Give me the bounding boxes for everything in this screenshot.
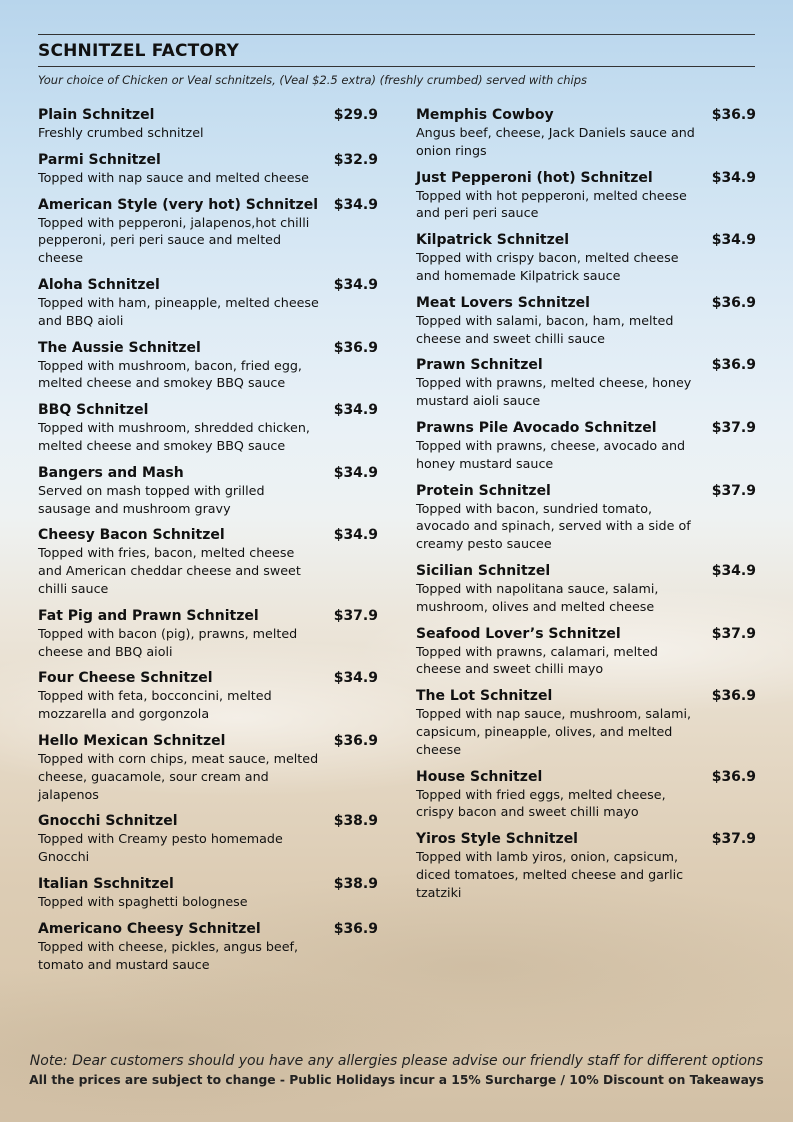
menu-item [38,812,378,866]
item-description: Topped with spaghetti bolognese [38,893,248,909]
menu-item [38,401,378,455]
menu-column-right [416,106,756,911]
item-name: Fat Pig and Prawn Schnitzel [38,607,259,624]
item-description: Topped with salami, bacon, ham, melted cheese and sweet chilli sauce [416,312,674,346]
item-description: Topped with prawns, calamari, melted cheese and sweet chilli mayo [416,643,658,677]
item-price: $37.9 [711,831,756,848]
menu-item [38,464,378,518]
menu-item [416,562,756,616]
item-name: The Aussie Schnitzel [38,339,201,356]
menu-item [416,106,756,160]
menu-item [416,169,756,223]
menu-item [416,625,756,679]
menu-item [38,669,378,723]
item-description: Topped with bacon (pig), prawns, melted cheese and BBQ aioli [38,625,298,659]
menu-item [38,875,378,911]
item-description: Angus beef, cheese, Jack Daniels sauce and onion rings [416,125,695,158]
item-description: Topped with fried eggs, melted cheese, crispy bacon and sweet chilli mayo [416,786,666,820]
item-price: $36.9 [333,732,378,749]
menu-item [416,231,756,285]
item-name: American Style (very hot) Schnitzel [38,196,318,213]
price-disclaimer: All the prices are subject to change - Public Holidays incur a 15% Surcharge / 10% Discount on Takeaways [29,1073,764,1087]
item-price: $36.9 [711,294,756,311]
item-description: Served on mash topped with grilled sausage and mushroom gravy [38,482,265,516]
item-price: $34.9 [333,527,378,544]
item-price: $36.9 [711,688,756,705]
item-description: Topped with nap sauce, mushroom, salami, capsicum, pineapple, olives, and melted cheese [416,706,692,757]
menu-item [416,768,756,822]
header-top-rule [38,34,755,35]
item-price: $38.9 [333,813,378,830]
item-name: Seafood Lover’s Schnitzel [416,625,621,642]
item-name: BBQ Schnitzel [38,402,149,419]
item-name: Bangers and Mash [38,464,184,481]
item-price: $37.9 [711,482,756,499]
menu-item [38,920,378,974]
menu-column-left [38,106,378,982]
item-name: Gnocchi Schnitzel [38,813,178,830]
item-description: Topped with corn chips, meat sauce, melted cheese, guacamole, sour cream and jalapenos [38,750,319,802]
item-price: $37.9 [711,419,756,436]
menu-item [38,151,378,187]
item-description: Topped with ham, pineapple, melted cheese and BBQ aioli [38,294,319,328]
item-name: Sicilian Schnitzel [416,562,551,579]
item-price: $36.9 [711,357,756,374]
item-name: The Lot Schnitzel [416,688,553,705]
item-price: $34.9 [333,402,378,419]
item-price: $34.9 [711,562,756,579]
item-price: $36.9 [711,768,756,785]
menu-item [416,830,756,901]
item-description: Topped with feta, bocconcini, melted mozzarella and gorgonzola [38,688,272,722]
menu-item [38,106,378,142]
item-name: Just Pepperoni (hot) Schnitzel [416,169,653,186]
item-description: Topped with napolitana sauce, salami, mushroom, olives and melted cheese [416,580,659,614]
item-price: $34.9 [333,276,378,293]
item-name: Four Cheese Schnitzel [38,670,213,687]
header-bottom-rule [38,66,755,67]
item-name: Meat Lovers Schnitzel [416,294,590,311]
item-price: $32.9 [333,151,378,168]
item-price: $37.9 [711,625,756,642]
item-name: Memphis Cowboy [416,107,554,123]
item-price: $36.9 [333,339,378,356]
item-price: $34.9 [711,232,756,249]
item-name: Kilpatrick Schnitzel [416,232,570,249]
item-name: Parmi Schnitzel [38,151,161,168]
item-price: $29.9 [333,107,378,123]
menu-item [38,526,378,597]
menu-item [416,482,756,553]
item-name: Cheesy Bacon Schnitzel [38,527,225,544]
item-description: Topped with nap sauce and melted cheese [38,169,309,185]
item-description: Topped with lamb yiros, onion, capsicum, diced tomatoes, melted cheese and garlic tzatziki [416,849,684,900]
item-price: $34.9 [711,169,756,186]
item-price: $36.9 [333,920,378,937]
menu-item [38,732,378,803]
item-price: $34.9 [333,670,378,687]
menu-item [38,607,378,661]
menu-item [416,356,756,410]
item-price: $38.9 [333,875,378,892]
item-name: Yiros Style Schnitzel [416,831,578,848]
item-name: Americano Cheesy Schnitzel [38,920,261,937]
item-price: $36.9 [711,107,756,123]
item-name: Italian Sschnitzel [38,875,174,892]
menu-item [38,196,378,267]
menu-item [416,294,756,348]
menu-item [416,419,756,473]
item-name: Hello Mexican Schnitzel [38,732,226,749]
menu-title: SCHNITZEL FACTORY [38,41,240,61]
item-description: Topped with mushroom, shredded chicken, melted cheese and smokey BBQ sauce [38,420,310,453]
allergy-note: Note: Dear customers should you have any allergies please advise our friendly staff for different options [29,1053,764,1069]
item-description: Topped with crispy bacon, melted cheese and homemade Kilpatrick sauce [416,250,679,283]
item-name: Aloha Schnitzel [38,276,160,293]
item-description: Topped with hot pepperoni, melted cheese and peri peri sauce [416,187,687,221]
item-description: Topped with mushroom, bacon, fried egg, melted cheese and smokey BBQ sauce [38,357,302,391]
item-name: Prawn Schnitzel [416,357,543,374]
item-description: Topped with bacon, sundried tomato, avocado and spinach, served with a side of creamy pesto saucee [416,500,691,552]
item-description: Topped with cheese, pickles, angus beef, tomato and mustard sauce [38,938,299,972]
menu-item [38,339,378,393]
item-price: $34.9 [333,196,378,213]
item-name: Prawns Pile Avocado Schnitzel [416,419,657,436]
item-name: House Schnitzel [416,768,543,785]
item-price: $34.9 [333,464,378,481]
menu-item [38,276,378,330]
item-name: Plain Schnitzel [38,107,155,123]
menu-item [416,687,756,758]
item-description: Topped with prawns, cheese, avocado and honey mustard sauce [416,437,686,471]
item-description: Topped with fries, bacon, melted cheese and American cheddar cheese and sweet chilli sauce [38,545,301,596]
item-description: Freshly crumbed schnitzel [38,125,204,140]
item-description: Topped with prawns, melted cheese, honey mustard aioli sauce [416,375,692,409]
item-price: $37.9 [333,607,378,624]
item-name: Protein Schnitzel [416,482,551,499]
item-description: Topped with pepperoni, jalapenos,hot chilli pepperoni, peri peri sauce and melted cheese [38,214,310,266]
item-description: Topped with Creamy pesto homemade Gnocchi [38,831,283,865]
menu-subtitle: Your choice of Chicken or Veal schnitzels, (Veal $2.5 extra) (freshly crumbed) served with chips [38,73,588,87]
